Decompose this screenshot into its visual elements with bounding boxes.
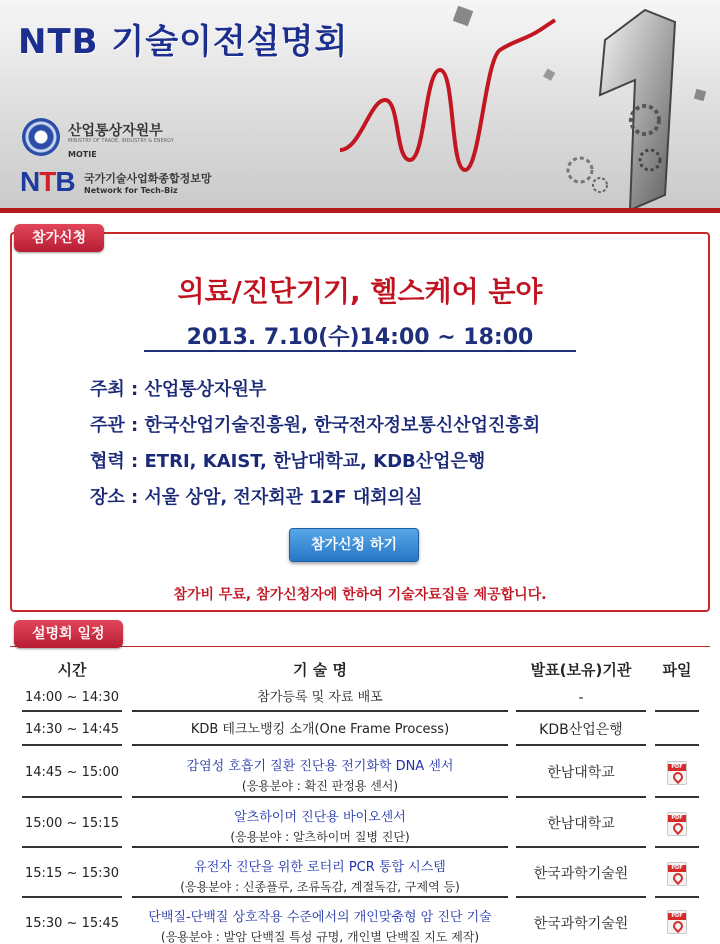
event-date: 2013. 7.10(수)14:00 ~ 18:00: [186, 325, 534, 350]
acrobat-glyph-icon: [671, 770, 685, 784]
row-file: [655, 686, 699, 712]
row-topic-link[interactable]: 유전자 진단을 위한 로터리 PCR 통합 시스템: [194, 860, 446, 875]
pdf-download-icon[interactable]: [667, 812, 687, 836]
header-time: 시간: [57, 661, 87, 679]
row-topic: [132, 802, 508, 848]
header-file: 파일: [662, 661, 692, 679]
fee-note: 참가비 무료, 참가신청자에 한하여 기술자료집을 제공합니다.: [173, 587, 547, 603]
event-title: 의료/진단기기, 헬스케어 분야: [177, 275, 543, 308]
pdf-label: PDF: [668, 865, 686, 872]
motie-subtitle: MINISTRY OF TRADE, INDUSTRY & ENERGY: [68, 138, 174, 144]
row-topic: [132, 750, 508, 798]
ntb-mark-n: N: [20, 166, 40, 197]
schedule-header-row: [0, 656, 720, 684]
row-file: [655, 716, 699, 746]
row-time: 15:30 ~ 15:45: [22, 902, 122, 944]
row-file: [655, 750, 699, 798]
row-time: 14:45 ~ 15:00: [22, 750, 122, 798]
apply-button[interactable]: 참가신청 하기: [289, 528, 419, 562]
pdf-label: PDF: [668, 913, 686, 920]
motie-name: 산업통상자원부: [68, 123, 163, 139]
row-topic-title: 참가등록 및 자료 배포: [257, 690, 383, 705]
row-topic-detail: (응용분야 : 신종플루, 조류독감, 계절독감, 구제역 등): [180, 880, 460, 894]
row-topic: [132, 852, 508, 898]
ntb-english: Network for Tech-Biz: [84, 186, 178, 195]
row-topic: [132, 716, 508, 746]
row-time: 14:00 ~ 14:30: [22, 686, 122, 712]
motie-abbr: MOTIE: [68, 150, 97, 159]
row-org: 한남대학교: [516, 750, 646, 798]
event-info-list: [90, 372, 690, 516]
ntb-logo: [20, 166, 260, 202]
banner-divider: [0, 208, 720, 213]
pdf-download-icon[interactable]: [667, 862, 687, 886]
acrobat-glyph-icon: [671, 821, 685, 835]
row-org: KDB산업은행: [516, 716, 646, 746]
row-file: [655, 902, 699, 944]
pdf-label: PDF: [668, 764, 686, 771]
row-org: -: [516, 686, 646, 712]
date-underline: [144, 350, 576, 352]
row-topic-detail: (응용분야 : 확진 판정용 센서): [241, 779, 399, 793]
acrobat-glyph-icon: [671, 919, 685, 933]
ntb-mark-b: B: [55, 166, 75, 197]
row-file: [655, 802, 699, 848]
row-topic-link[interactable]: 알츠하이머 진단용 바이오센서: [234, 810, 406, 825]
row-topic-detail: (응용분야 : 알츠하이머 질병 진단): [230, 830, 410, 844]
header-topic: 기 술 명: [293, 661, 347, 679]
banner-artwork: [300, 0, 720, 213]
row-topic: [132, 902, 508, 944]
motie-logo: [22, 118, 222, 160]
row-org: 한국과학기술원: [516, 902, 646, 944]
row-topic-detail: (응용분야 : 발암 단백질 특성 규명, 개인별 단백질 지도 제작): [160, 930, 480, 944]
tab-registration: 참가신청: [14, 224, 104, 252]
ntb-mark-t: T: [39, 166, 56, 197]
header-banner: [0, 0, 720, 213]
info-host: 주최 : 산업통상자원부: [90, 379, 267, 400]
row-time: 14:30 ~ 14:45: [22, 716, 122, 746]
pdf-label: PDF: [668, 815, 686, 822]
row-topic-title: KDB 테크노뱅킹 소개(One Frame Process): [190, 722, 450, 737]
pdf-download-icon[interactable]: [667, 761, 687, 785]
banner-title: NTB 기술이전설명회: [18, 22, 349, 62]
row-file: [655, 852, 699, 898]
government-emblem-icon: [22, 118, 60, 156]
header-org: 발표(보유)기관: [530, 661, 632, 679]
acrobat-glyph-icon: [671, 871, 685, 885]
row-time: 15:15 ~ 15:30: [22, 852, 122, 898]
row-topic-link[interactable]: 감염성 호흡기 질환 진단용 전기화학 DNA 센서: [186, 759, 454, 774]
row-topic-link[interactable]: 단백질-단백질 상호작용 수준에서의 개인맞춤형 암 진단 기술: [148, 910, 492, 925]
ntb-mark: [20, 166, 75, 198]
info-venue: 장소 : 서울 상암, 전자회관 12F 대회의실: [90, 487, 423, 508]
row-time: 15:00 ~ 15:15: [22, 802, 122, 848]
pdf-download-icon[interactable]: [667, 910, 687, 934]
ntb-name: 국가기술사업화종합정보망: [84, 172, 212, 185]
tab-schedule: 설명회 일정: [14, 620, 123, 648]
info-organizer: 주관 : 한국산업기술진흥원, 한국전자정보통신산업진흥회: [90, 415, 541, 436]
info-cooperation: 협력 : ETRI, KAIST, 한남대학교, KDB산업은행: [90, 451, 486, 472]
row-org: 한남대학교: [516, 802, 646, 848]
row-topic: [132, 686, 508, 712]
row-org: 한국과학기술원: [516, 852, 646, 898]
